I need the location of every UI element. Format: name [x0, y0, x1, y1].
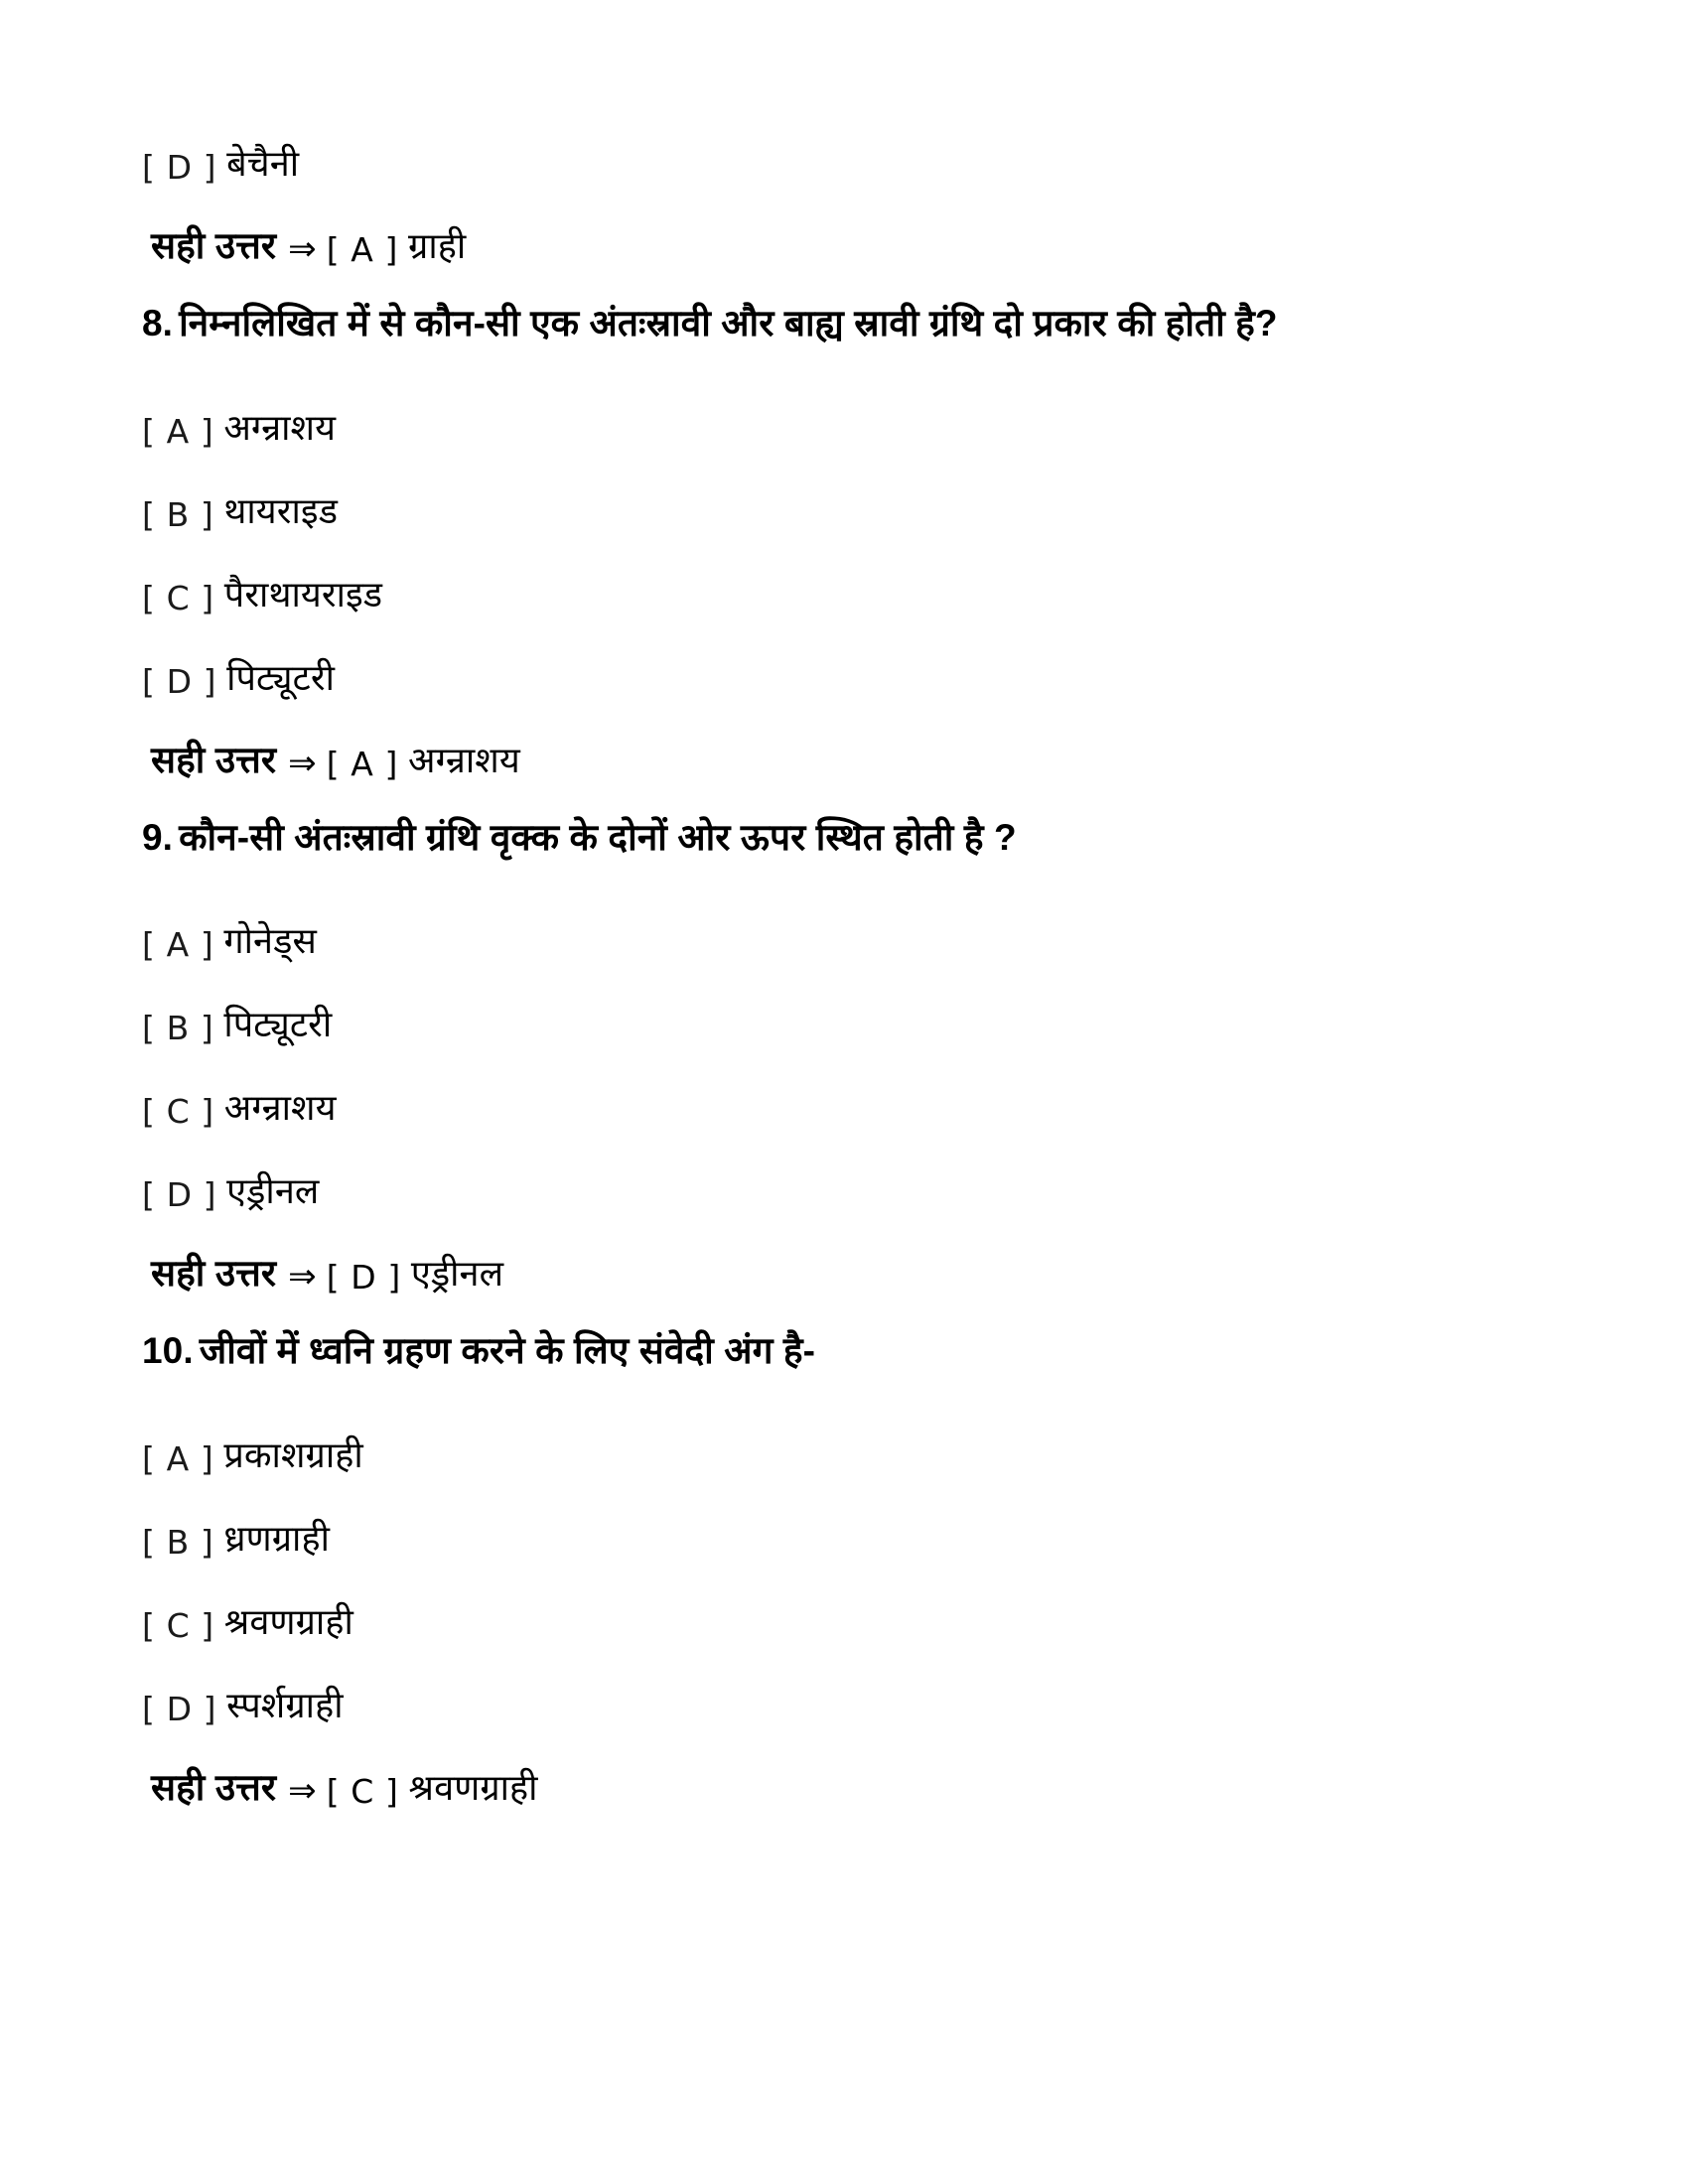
option-tag: [ C ] [142, 578, 214, 617]
option-tag: [ A ] [142, 1438, 214, 1478]
list-item [142, 1071, 1552, 1131]
spacer [142, 725, 1552, 733]
arrow-icon: ⇒ [288, 229, 317, 269]
option-tag: [ A ] [142, 411, 214, 451]
option-label: ध्रणग्राही [223, 1517, 331, 1559]
answer-option-tag: [ A ] [326, 744, 399, 783]
option-label: स्पर्शग्राही [226, 1684, 344, 1725]
answer-label: सही उत्तर [151, 1253, 277, 1295]
list-item [142, 1669, 1552, 1728]
answer-line [142, 1246, 1552, 1297]
option-tag: [ D ] [142, 1689, 217, 1728]
option-label: बेचैनी [226, 143, 300, 184]
arrow-icon: ⇒ [288, 743, 317, 783]
list-item [142, 558, 1552, 617]
option-label: प्रकाशग्राही [223, 1433, 363, 1475]
option-label: एड्रीनल [226, 1170, 320, 1212]
answer-label: सही उत्तर [151, 1766, 277, 1808]
option-label: थायराइड [223, 489, 339, 531]
answer-option-tag: [ D ] [326, 1258, 401, 1297]
question-number: 10. [142, 1330, 194, 1372]
option-tag: [ C ] [142, 1605, 214, 1645]
list-item [142, 1502, 1552, 1562]
question-text: कौन-सी अंतःस्रावी ग्रंथि वृक्क के दोनों ओर ऊपर स्थित होती है ? [179, 816, 1017, 858]
spacer [142, 809, 1552, 817]
option-label: अग्न्राशय [223, 1087, 337, 1129]
question-text: निम्नलिखित में से कौन-सी एक अंतःस्रावी और बाह्य स्रावी ग्रंथि दो प्रकार की होती है? [179, 303, 1278, 343]
option-label: गोनेड्स [223, 920, 317, 962]
answer-label: सही उत्तर [151, 739, 277, 780]
list-item [142, 641, 1552, 701]
answer-option-tag: [ C ] [326, 1771, 399, 1811]
arrow-icon: ⇒ [288, 1770, 317, 1811]
option-label: पिट्यूटरी [223, 1004, 333, 1045]
option-label: पिट्यूटरी [226, 656, 336, 698]
option-label: अग्न्राशय [223, 406, 337, 448]
answer-option-tag: [ A ] [326, 230, 399, 269]
document-content [142, 127, 1552, 1837]
answer-option-label: श्रवणग्राही [408, 1766, 538, 1808]
spacer [142, 1752, 1552, 1760]
list-item [142, 475, 1552, 534]
list-item [142, 988, 1552, 1047]
answer-option-label: ग्राही [408, 225, 467, 266]
option-tag: [ D ] [142, 661, 217, 701]
question-block [142, 1330, 1552, 1811]
answer-line [142, 218, 1552, 269]
answer-line [142, 1760, 1552, 1811]
option-tag: [ B ] [142, 494, 214, 534]
list-item [142, 1155, 1552, 1214]
spacer [142, 1322, 1552, 1330]
spacer [142, 375, 1552, 391]
question-heading [142, 1330, 1552, 1373]
answer-label: सही उत्तर [151, 225, 277, 266]
question-number: 8. [142, 303, 174, 343]
option-tag: [ B ] [142, 1009, 214, 1048]
question-heading [142, 303, 1552, 345]
list-item [142, 1585, 1552, 1645]
list-item [142, 1419, 1552, 1478]
option-label: श्रवणग्राही [223, 1600, 353, 1642]
list-item [142, 127, 1552, 187]
option-tag: [ B ] [142, 1522, 214, 1562]
answer-line [142, 733, 1552, 783]
list-item [142, 904, 1552, 964]
option-tag: [ D ] [142, 148, 217, 187]
list-item [142, 391, 1552, 451]
question-block [142, 303, 1552, 783]
spacer [142, 210, 1552, 218]
option-label: पैराथायराइड [223, 573, 383, 614]
question-number: 9. [142, 816, 174, 858]
arrow-icon: ⇒ [288, 1257, 317, 1297]
question-block [142, 817, 1552, 1297]
spacer [142, 1238, 1552, 1246]
option-tag: [ D ] [142, 1175, 217, 1215]
spacer [142, 295, 1552, 303]
option-tag: [ C ] [142, 1092, 214, 1132]
question-heading [142, 817, 1552, 860]
spacer [142, 1403, 1552, 1419]
answer-option-label: अग्न्राशय [408, 739, 520, 780]
question-text: जीवों में ध्वनि ग्रहण करने के लिए संवेदी अंग है- [199, 1330, 816, 1372]
option-tag: [ A ] [142, 925, 214, 965]
answer-option-label: एड्रीनल [410, 1253, 504, 1295]
spacer [142, 888, 1552, 904]
